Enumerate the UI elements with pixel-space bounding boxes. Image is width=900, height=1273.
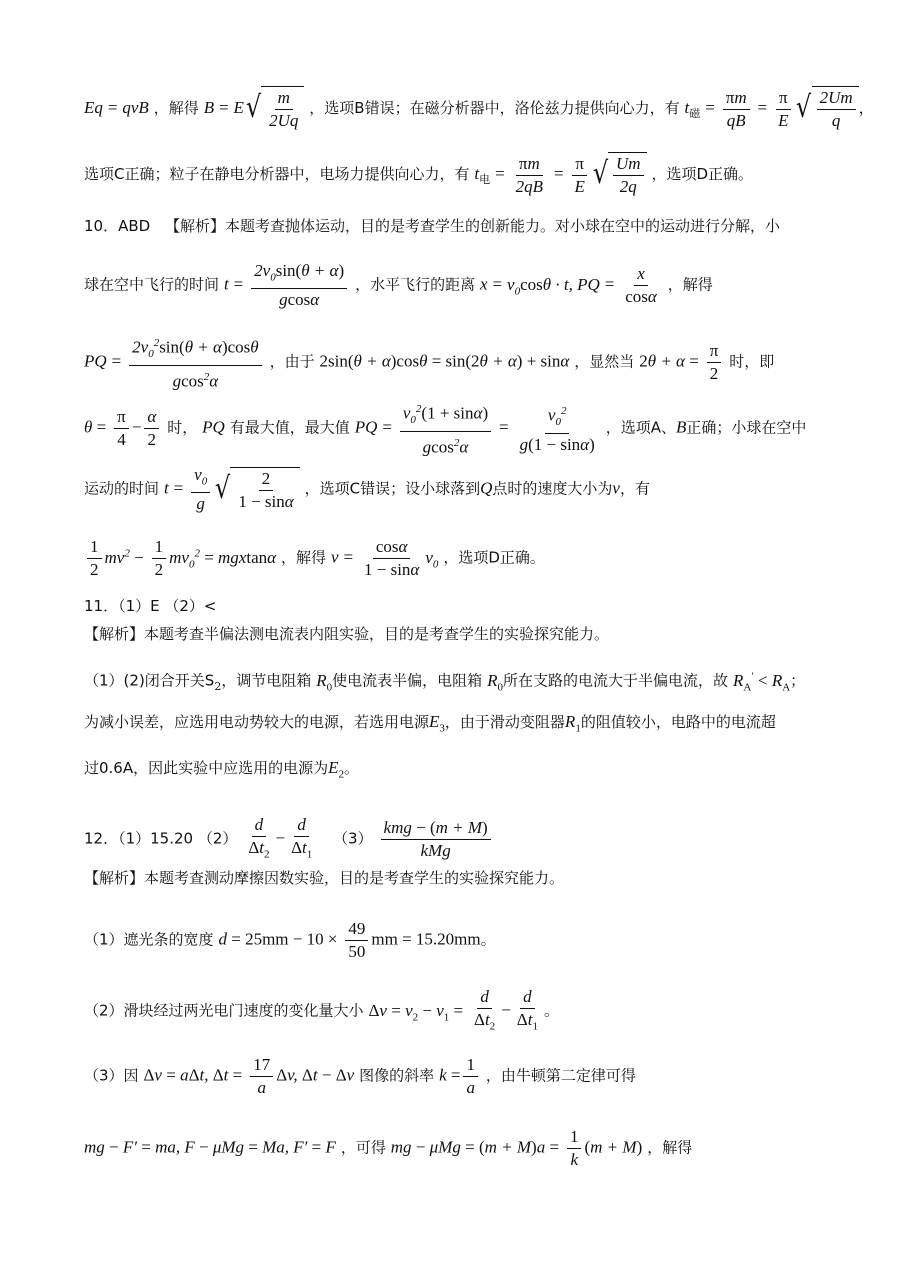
- line-q11-head: [84, 594, 824, 618]
- q10-text-3: ，解得: [667, 275, 713, 294]
- line-q10-f: $\frac{1}{2}$ $mv^2$ − $\frac{1}{2}$ $mv_0^2 = mgxtan\alpha$ ，解得 v = $\frac{\cos\alpha}{1 - \sin\alpha}$ $v_0$ ，选项D正确。: [84, 536, 824, 581]
- q10-text-14: ，有: [619, 479, 650, 498]
- q11-text-2: ，调节电阻箱: [221, 671, 312, 690]
- q11-analysis: 【解析】本题考查半偏法测电流表内阻实验，目的是考查学生的实验探究能力。: [84, 625, 610, 643]
- q12-text-3: （3）因: [84, 1066, 139, 1085]
- q10-heading: 【解析】本题考查抛体运动，目的是考查学生的创新能力。对小球在空中的运动进行分解，小: [164, 217, 780, 235]
- q10-text-15: ，解得: [281, 548, 327, 567]
- line-q12-f: mg − F′ = ma, F − μMg = Ma, F′ = F ，可得 mg − μMg = (m + M)a = $\frac{1}{k}$ (m + M) ，解得: [84, 1127, 693, 1169]
- q10-text-8: 有最大值，最大值: [229, 418, 350, 437]
- line-q10-d: θ = $\frac{\pi}{4}$ − $\frac{\alpha}{2}$ 时， PQ 有最大值，最大值 PQ = $\frac{v_0^2(1 + \sin\alpha)}{gcos^2\alpha}$ = $\frac{v_0^2}{g(1 - \sin\alpha)}$ ，选项A、B正确；小球在空中: [84, 398, 824, 459]
- q11-text-1: （1）(2)闭合开关S: [84, 671, 215, 690]
- q11-text-5: 为减小误差，应选用电动势较大的电源，若选用电源: [84, 713, 430, 731]
- q10-text-11: 运动的时间: [84, 479, 160, 498]
- q11-text-3: 使电流表半偏，电阻箱: [332, 671, 483, 690]
- q11-text-8: 过0.6A，因此实验中应选用的电源为: [84, 759, 329, 777]
- q11-text-6: ，由于滑动变阻器: [444, 713, 565, 731]
- q11-number: 11．（1）E （2）<: [84, 597, 217, 615]
- line-q9-b: 选项C正确；粒子在静电分析器中，电场力提供向心力，有 $t_电$ = $\frac{\pi m}{2qB}$ = $\frac{\pi}{E}$ √ $\frac{Um}{2q}$ ，选项D正确。: [84, 153, 754, 196]
- q10-text-10: 正确；小球在空中: [686, 418, 807, 437]
- q9-text-3: 选项C正确；粒子在静电分析器中，电场力提供向心力，有: [84, 165, 470, 183]
- q10-number: 10．ABD: [84, 217, 151, 235]
- line-q12-c: （1）遮光条的宽度 d = 25mm − 10 × $\frac{49}{50}$ mm = 15.20mm。: [84, 919, 496, 961]
- q12-text-7: ，解得: [647, 1138, 693, 1157]
- line-q11-analysis: [84, 622, 824, 646]
- line-q12-analysis: [84, 866, 824, 890]
- line-q12-head: 12．（1）15.20 （2） $\frac{d}{\Delta t_2}$ − $\frac{d}{\Delta t_1}$ （3） $\frac{\text{kmg − (m + M)}}{\text{kMg}}$: [84, 814, 824, 865]
- q12-text-5: ，由牛顿第二定律可得: [485, 1066, 636, 1085]
- q12-part-3: （3）: [333, 829, 373, 848]
- line-q10-e: 运动的时间 t = $\frac{v_0}{g}$ √ $\frac{2}{1 - \sin\alpha}$ ，选项C错误；设小球落到Q点时的速度大小为v，有: [84, 465, 650, 514]
- q9-text-2: ，选项B错误；在磁分析器中，洛伦兹力提供向心力，有: [309, 99, 680, 117]
- q12-number: 12．（1）15.20 （2）: [84, 829, 238, 848]
- line-q11-e: 过0.6A，因此实验中应选用的电源为$E_2$。: [84, 758, 360, 781]
- q10-text-5: ，显然当: [574, 352, 635, 371]
- line-q10-c: PQ = $\frac{2v_0^2\sin(\theta + \alpha)\cos\theta}{gcos^2\alpha}$ ，由于 2sin(θ + α)cosθ = sin(2θ + α) + sinα ，显然当 2θ + α = $\frac{\pi}{2}$ 时，即: [84, 332, 824, 393]
- q10-text-2: ，水平飞行的距离: [355, 275, 476, 294]
- q10-text-9: ，选项A、: [605, 418, 676, 437]
- line-q10-head: [84, 214, 824, 238]
- q10-text-16: ，选项D正确。: [443, 548, 545, 567]
- q10-text-7: 时，: [167, 418, 198, 437]
- line-q11-d: 为减小误差，应选用电动势较大的电源，若选用电源$E_3$，由于滑动变阻器$R_1$的阻值较小，电路中的电流超: [84, 712, 776, 735]
- q12-text-6: ，可得: [340, 1138, 386, 1157]
- q9-text-1: ，解得: [153, 99, 199, 117]
- q11-text-7: 的阻值较小，电路中的电流超: [580, 713, 776, 731]
- q11-text-4: 所在支路的电流大于半偏电流，故: [503, 671, 729, 690]
- q12-text-1: （1）遮光条的宽度: [84, 930, 214, 949]
- q10-text-12: ，选项C错误；设小球落到: [304, 479, 481, 498]
- q12-text-2: （2）滑块经过两光电门速度的变化量大小: [84, 1001, 364, 1020]
- q10-text-4: ，由于: [269, 352, 315, 371]
- q10-text-6: 时，即: [729, 352, 775, 371]
- q10-text-1: 球在空中飞行的时间: [84, 275, 220, 294]
- line-q12-d: （2）滑块经过两光电门速度的变化量大小 $\Delta v = v_2 - v_1$ = $\frac{d}{\Delta t_2}$ − $\frac{d}{\Delta t_1}$ 。: [84, 987, 559, 1033]
- q9-text-4: ，选项D正确。: [651, 165, 754, 183]
- line-q11-c: （1）(2)闭合开关$S_2$，调节电阻箱 $R_0$使电流表半偏，电阻箱 $R_0$所在支路的电流大于半偏电流，故 $R_A' < R_A$；: [84, 670, 806, 694]
- line-q12-e: （3）因 Δv = aΔt, Δt = $\frac{17}{a}$ Δv, Δt − Δv 图像的斜率 k = $\frac{1}{a}$ ，由牛顿第二定律可得: [84, 1055, 636, 1097]
- q10-text-13: 点时的速度大小为: [492, 479, 613, 498]
- line-q9-a: Eq = qvB ，解得 B = E √ $\frac{m}{2Uq}$ ，选项B错误；在磁分析器中，洛伦兹力提供向心力，有 $t_磁$ = $\frac{\pi m}{qB}$ = $\frac{\pi}{E}$ √ $\frac{2Um}{q}$ ，: [84, 87, 875, 130]
- q12-text-4: 图像的斜率: [359, 1066, 435, 1085]
- line-q10-b: 球在空中飞行的时间 t = $\frac{2v_0\sin(\theta + \alpha)}{gcos\alpha}$ ，水平飞行的距离 $x = v_0\cos\theta \cdot t$, PQ = $\frac{x}{\cos\alpha}$ ，解得: [84, 261, 713, 310]
- q12-analysis: 【解析】本题考查测动摩擦因数实验，目的是考查学生的实验探究能力。: [84, 869, 565, 887]
